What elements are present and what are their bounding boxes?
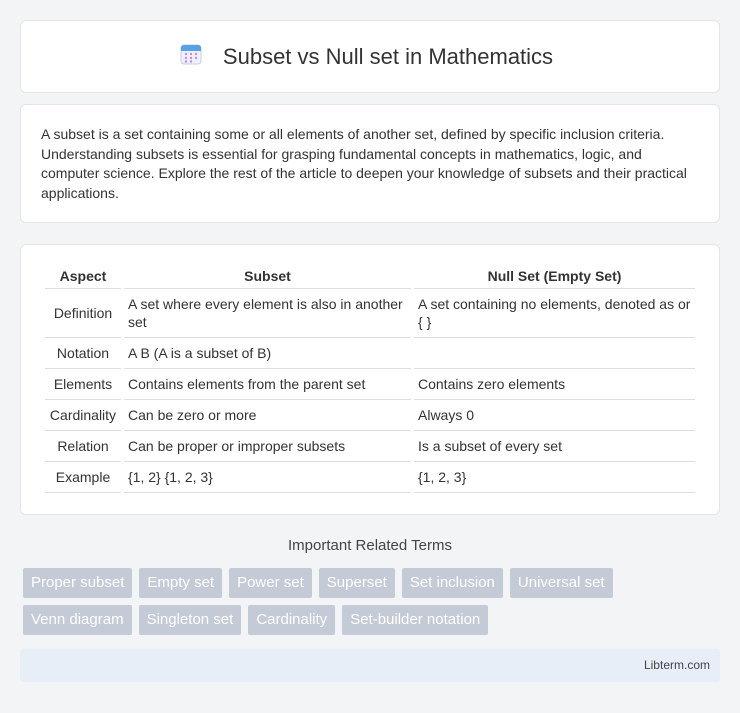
header-subset: Subset [124,265,411,289]
row-null-set: {1, 2, 3} [414,462,695,493]
table-row [45,338,695,369]
row-aspect: Elements [45,369,121,400]
tag-set-builder-notation[interactable]: Set-builder notation [342,605,488,635]
page-title: Subset vs Null set in Mathematics [222,43,554,69]
calendar-icon [179,42,203,71]
header-card [20,20,720,93]
tag-empty-set[interactable]: Empty set [139,568,222,598]
tag-venn-diagram[interactable]: Venn diagram [23,605,132,635]
row-subset: Can be proper or improper subsets [124,431,411,462]
intro-card [20,104,720,223]
table-row [45,289,695,338]
row-aspect: Relation [45,431,121,462]
row-null-set: A set containing no elements, denoted as or { } [414,289,695,338]
table-row [45,431,695,462]
tag-universal-set[interactable]: Universal set [510,568,613,598]
row-aspect: Example [45,462,121,493]
related-terms-list [23,568,723,635]
tag-cardinality[interactable]: Cardinality [248,605,335,635]
table-row [45,400,695,431]
row-subset: A B (A is a subset of B) [124,338,411,369]
row-subset: Can be zero or more [124,400,411,431]
related-terms-title: Important Related Terms [288,537,452,554]
row-null-set [414,338,695,369]
footer [20,649,720,682]
comparison-table [42,265,698,493]
intro-text: A subset is a set containing some or all elements of another set, defined by specific inclusion criteria. Understanding subsets is essential for grasping fundamental concepts in mathematics, logic, and computer science. Explore the rest of the article to deepen your knowledge of subsets and their practical applications. [41,126,687,201]
row-null-set: Contains zero elements [414,369,695,400]
row-subset: A set where every element is also in another set [124,289,411,338]
tag-proper-subset[interactable]: Proper subset [23,568,132,598]
row-aspect: Cardinality [45,400,121,431]
tag-power-set[interactable]: Power set [229,568,312,598]
footer-link[interactable]: Libterm.com [643,658,710,672]
row-subset: {1, 2} {1, 2, 3} [124,462,411,493]
row-aspect: Definition [45,289,121,338]
row-null-set: Is a subset of every set [414,431,695,462]
table-row [45,369,695,400]
tag-singleton-set[interactable]: Singleton set [139,605,242,635]
tag-superset[interactable]: Superset [319,568,395,598]
row-subset: Contains elements from the parent set [124,369,411,400]
comparison-card [20,244,720,515]
table-row [45,462,695,493]
row-aspect: Notation [45,338,121,369]
header-null-set: Null Set (Empty Set) [414,265,695,289]
header-aspect: Aspect [45,265,121,289]
table-header-row [45,265,695,289]
tag-set-inclusion[interactable]: Set inclusion [402,568,503,598]
row-null-set: Always 0 [414,400,695,431]
